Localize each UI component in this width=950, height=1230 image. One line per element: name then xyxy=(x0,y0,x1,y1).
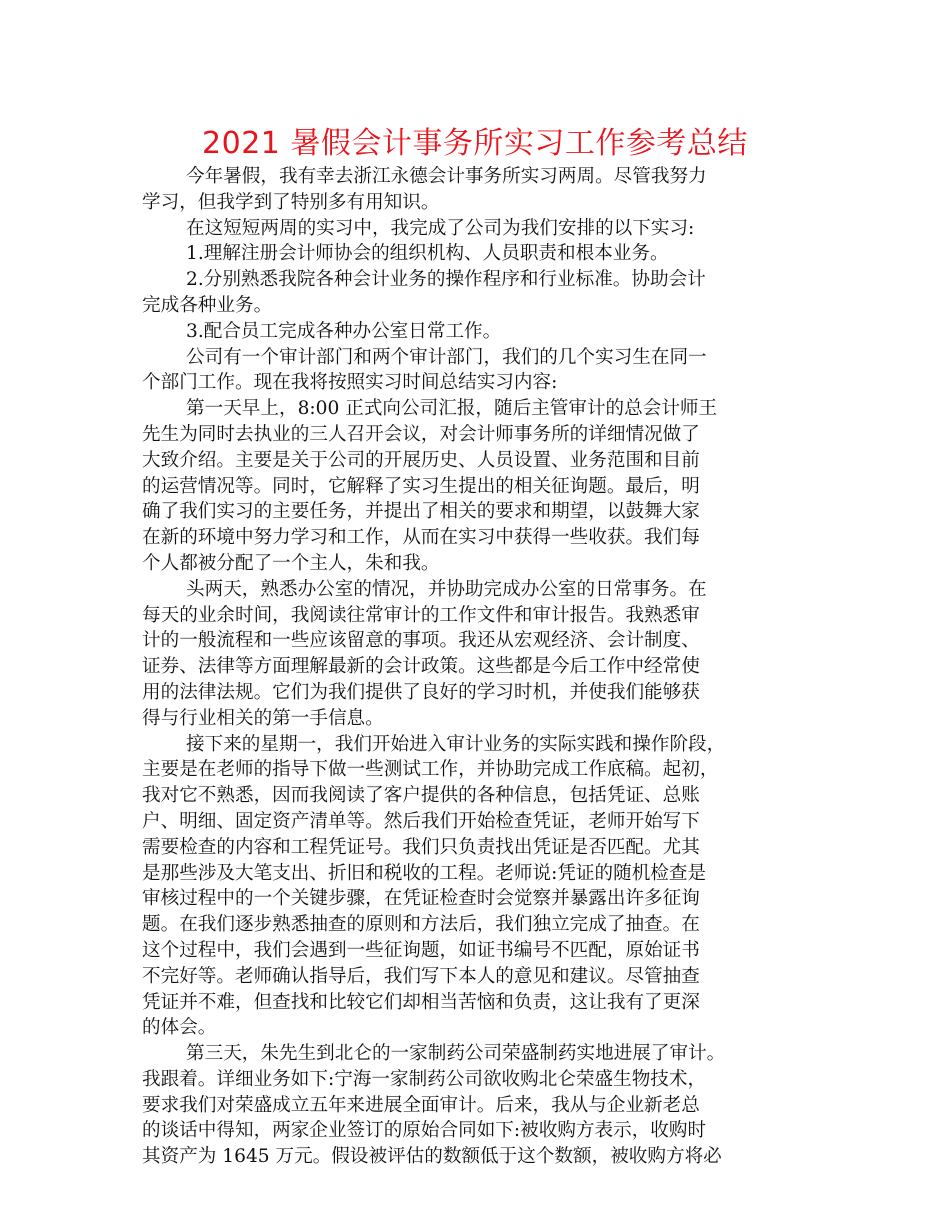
body-line: 我跟着。详细业务如下:宁海一家制药公司欲收购北仑荣盛生物技术， xyxy=(142,1068,707,1090)
body-line: 3.配合员工完成各种办公室日常工作。 xyxy=(186,320,502,342)
body-line: 审核过程中的一个关键步骤，在凭证检查时会觉察并暴露出许多征询 xyxy=(142,888,700,910)
body-line: 需要检查的内容和工程凭证号。我们只负责找出凭证是否匹配。尤其 xyxy=(142,836,700,858)
body-line: 凭证并不难，但查找和比较它们却相当苦恼和负责，这让我有了更深 xyxy=(142,991,700,1013)
body-line: 第三天，朱先生到北仑的一家制药公司荣盛制药实地进展了审计。 xyxy=(186,1043,726,1065)
document-title: 2021 暑假会计事务所实习工作参考总结 xyxy=(202,126,748,161)
body-line: 的谈话中得知，两家企业签订的原始合同如下:被收购方表示，收购时 xyxy=(142,1120,707,1142)
body-line: 证券、法律等方面理解最新的会计政策。这些都是今后工作中经常使 xyxy=(142,656,700,678)
body-line: 题。在我们逐步熟悉抽查的原则和方法后，我们独立完成了抽查。在 xyxy=(142,914,700,936)
body-line: 用的法律法规。它们为我们提供了良好的学习时机，并使我们能够获 xyxy=(142,681,700,703)
body-line: 在新的环境中努力学习和工作，从而在实习中获得一些收获。我们每 xyxy=(142,527,700,549)
body-line: 得与行业相关的第一手信息。 xyxy=(142,707,384,729)
body-line: 个部门工作。现在我将按照实习时间总结实习内容: xyxy=(142,372,558,394)
body-line: 接下来的星期一，我们开始进入审计业务的实际实践和操作阶段， xyxy=(186,733,726,755)
body-line: 1.理解注册会计师协会的组织机构、人员职责和根本业务。 xyxy=(186,243,669,265)
body-line: 是那些涉及大笔支出、折旧和税收的工程。老师说:凭证的随机检查是 xyxy=(142,862,707,884)
body-line: 头两天，熟悉办公室的情况，并协助完成办公室的日常事务。在 xyxy=(186,578,707,600)
body-line: 确了我们实习的主要任务，并提出了相关的要求和期望，以鼓舞大家 xyxy=(142,501,700,523)
body-line: 这个过程中，我们会遇到一些征询题，如证书编号不匹配，原始证书 xyxy=(142,939,700,961)
body-line: 在这短短两周的实习中，我完成了公司为我们安排的以下实习: xyxy=(186,217,695,239)
body-line: 先生为同时去执业的三人召开会议，对会计师事务所的详细情况做了 xyxy=(142,423,700,445)
body-line: 学习，但我学到了特别多有用知识。 xyxy=(142,191,440,213)
body-line: 的体会。 xyxy=(142,1017,217,1039)
body-line: 不完好等。老师确认指导后，我们写下本人的意见和建议。尽管抽查 xyxy=(142,965,700,987)
body-line: 要求我们对荣盛成立五年来进展全面审计。后来，我从与企业新老总 xyxy=(142,1094,700,1116)
body-line: 我对它不熟悉，因而我阅读了客户提供的各种信息，包括凭证、总账 xyxy=(142,785,700,807)
body-line: 其资产为 1645 万元。假设被评估的数额低于这个数额，被收购方将必 xyxy=(142,1146,722,1168)
body-line: 2.分别熟悉我院各种会计业务的操作程序和行业标准。协助会计 xyxy=(186,269,706,291)
document-body xyxy=(142,164,808,1170)
body-line: 主要是在老师的指导下做一些测试工作，并协助完成工作底稿。起初， xyxy=(142,759,719,781)
body-line: 今年暑假，我有幸去浙江永德会计事务所实习两周。尽管我努力 xyxy=(186,166,707,187)
body-line: 第一天早上，8:00 正式向公司汇报，随后主管审计的总会计师王 xyxy=(186,398,718,420)
body-line: 每天的业余时间，我阅读往常审计的工作文件和审计报告。我熟悉审 xyxy=(142,604,700,626)
body-line: 计的一般流程和一些应该留意的事项。我还从宏观经济、会计制度、 xyxy=(142,630,700,652)
body-line: 公司有一个审计部门和两个审计部门，我们的几个实习生在同一 xyxy=(186,346,707,368)
body-line: 个人都被分配了一个主人，朱和我。 xyxy=(142,552,440,574)
body-line: 完成各种业务。 xyxy=(142,294,273,316)
body-line: 的运营情况等。同时，它解释了实习生提出的相关征询题。最后，明 xyxy=(142,475,700,497)
body-line: 户、明细、固定资产清单等。然后我们开始检查凭证，老师开始写下 xyxy=(142,810,700,832)
body-line: 大致介绍。主要是关于公司的开展历史、人员设置、业务范围和目前 xyxy=(142,449,700,471)
